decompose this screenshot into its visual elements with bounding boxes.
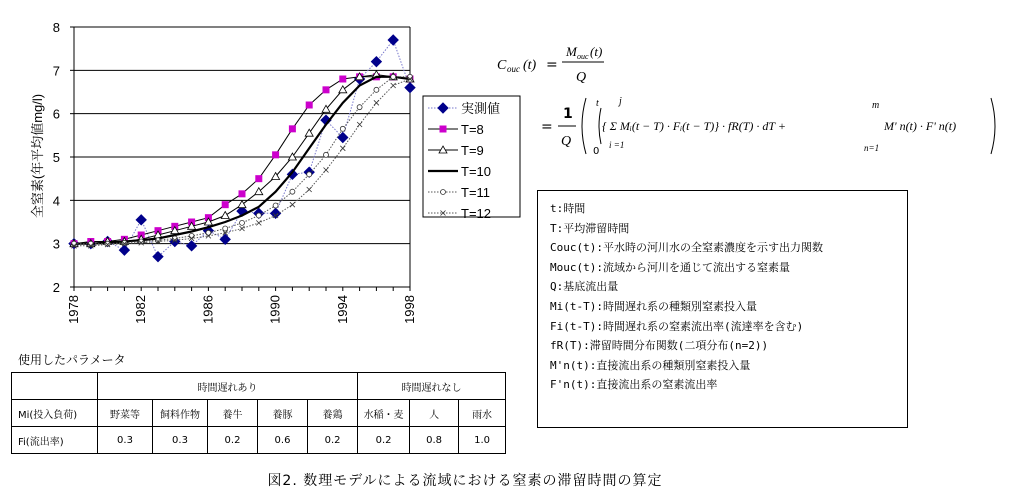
params-fi-value: 0.3 [153,427,208,454]
data-point-x [357,122,362,127]
data-point-circle [273,203,278,208]
y-tick-label: 8 [52,20,60,35]
plot-area [53,20,417,324]
legend-label: T=8 [461,122,484,137]
params-fi-value: 0.3 [98,427,153,454]
data-point-square [239,191,245,197]
data-point-square [323,87,329,93]
def-line: Couc(t):平水時の河川水の全窒素濃度を示す出力関数 [550,241,823,255]
data-point-circle [340,126,345,131]
eq-num-sub: ouc [577,52,589,61]
definitions-box [537,190,908,428]
legend-label: T=12 [461,206,491,221]
data-point-x [240,226,245,231]
params-col: 養鶏 [308,400,358,427]
legend [423,96,520,221]
eq-term2: M' n(t) · F' n(t) [884,119,957,133]
eq-equals-2: = [541,119,553,135]
data-point-triangle [305,129,313,136]
data-point-circle [324,152,329,157]
figure-caption: 図2. 数理モデルによる流域における窒素の滞留時間の算定 [267,473,663,489]
series-line [74,77,410,244]
x-tick-label: 1994 [334,295,350,324]
data-point-circle [240,220,245,225]
eq-sum2-bottom: n=1 [864,143,880,153]
params-fi-label: Fi(流出率) [12,427,98,454]
y-tick-label: 5 [52,150,60,165]
data-point-circle [122,240,127,245]
data-point-circle [391,74,396,79]
params-col: 養豚 [258,400,308,427]
def-line: Mi(t-T):時間遅れ系の種類別窒素投入量 [550,299,757,313]
def-line: t:時間 [550,202,586,215]
def-line: M'n(t):直接流出系の種類別窒素投入量 [550,358,751,372]
params-col: 人 [410,400,459,427]
data-point-triangle [221,212,229,219]
data-point-x [374,100,379,105]
data-point-circle [223,226,228,231]
legend-label: T=11 [461,185,491,200]
def-line: Mouc(t):流域から河川を通じて流出する窒素量 [550,260,790,274]
series-line [74,75,410,244]
eq-int-upper: t [596,98,599,109]
def-line: T:平均滞留時間 [550,221,630,235]
eq-denominator: Q [576,70,587,85]
legend-label: T=10 [461,164,491,179]
eq-lhs-sub: ouc [507,64,520,74]
eq-equals: = [546,57,558,73]
x-tick-label: 1978 [66,295,81,324]
eq-num-t: (t) [590,44,603,59]
y-tick-label: 4 [52,193,60,209]
data-point-square [340,76,346,82]
data-point-square [306,102,312,108]
data-point-x [256,220,261,225]
x-tick-label: 1986 [200,295,216,324]
legend-label: 実測値 [461,101,501,116]
data-point-diamond [388,35,398,45]
data-point-square [289,126,295,132]
params-col: 野菜等 [98,400,153,427]
eq-open-paren [582,98,586,154]
data-point-triangle [339,86,347,93]
data-point-circle [105,241,110,246]
data-point-diamond [187,241,197,251]
y-tick-label: 2 [52,280,60,295]
params-group-nodelay: 時間遅れなし [358,373,506,400]
data-point-square [273,152,279,158]
eq-numerator: M [566,44,577,59]
params-mi-label: Mi(投入負荷) [12,400,98,427]
x-tick-label: 1990 [267,295,283,324]
params-mi-row [12,400,506,427]
data-point-circle [307,172,312,177]
def-line: fR(T):滞留時間分布関数(二項分布(n=2)) [550,339,769,353]
series-line [74,77,410,244]
params-col: 雨水 [459,400,506,427]
eq-lhs-t: (t) [523,58,537,73]
data-point-circle [441,190,446,195]
data-point-circle [189,233,194,238]
eq-sum2-top: m [872,100,880,111]
data-point-x [324,168,329,173]
eq-int-lower: 0 [593,146,600,157]
eq-integral [599,108,601,144]
def-line: F'n(t):直接流出系の窒素流出率 [550,378,718,392]
x-tick-label: 1982 [133,295,149,324]
data-point-circle [374,87,379,92]
params-col: 養牛 [208,400,258,427]
data-point-x [391,83,396,88]
params-col: 飼料作物 [153,400,208,427]
params-group-delay: 時間遅れあり [98,373,358,400]
eq-lhs-c: C [497,58,507,73]
params-fi-value: 1.0 [459,427,506,454]
params-title: 使用したパラメータ [18,353,126,367]
data-point-square [222,202,228,208]
eq-q-2: Q [561,134,572,149]
data-point-circle [290,189,295,194]
params-fi-row [12,427,506,454]
params-corner [12,373,98,400]
equation [497,44,995,157]
data-point-circle [256,213,261,218]
legend-label: T=9 [461,143,484,158]
data-point-x [290,202,295,207]
data-point-x [340,146,345,151]
x-tick-label: 1998 [402,295,417,324]
eq-sum1-bottom: i =1 [609,140,625,150]
data-point-circle [357,105,362,110]
params-fi-value: 0.8 [410,427,459,454]
def-line: Q:基底流出量 [550,280,619,294]
eq-close-paren [991,98,995,154]
params-col: 水稲・麦 [358,400,410,427]
data-point-square [256,176,262,182]
data-point-diamond [371,57,381,67]
data-point-square [440,126,446,132]
params-header-row [12,373,506,400]
eq-sum1-top: j [619,96,622,107]
params-fi-value: 0.2 [308,427,358,454]
series-line [74,77,410,244]
eq-one: 1 [563,106,573,122]
y-tick-label: 7 [52,63,60,79]
def-line: Fi(t-T):時間遅れ系の窒素流出率(流達率を含む) [550,319,804,333]
data-point-triangle [238,201,246,208]
data-point-diamond [405,83,415,93]
y-axis-label: 全窒素(年平均値mg/l) [30,93,45,219]
params-fi-value: 0.6 [258,427,308,454]
data-point-diamond [220,234,230,244]
data-point-x [307,187,312,192]
y-tick-label: 3 [52,236,60,252]
params-fi-value: 0.2 [208,427,258,454]
data-point-diamond [136,215,146,225]
params-table [11,372,506,454]
params-fi-value: 0.2 [358,427,410,454]
y-tick-label: 6 [52,106,60,122]
eq-term1: { Σ Mᵢ(t − T) · Fᵢ(t − T)} · fR(T) · dT + [602,119,786,133]
data-point-diamond [119,245,129,255]
